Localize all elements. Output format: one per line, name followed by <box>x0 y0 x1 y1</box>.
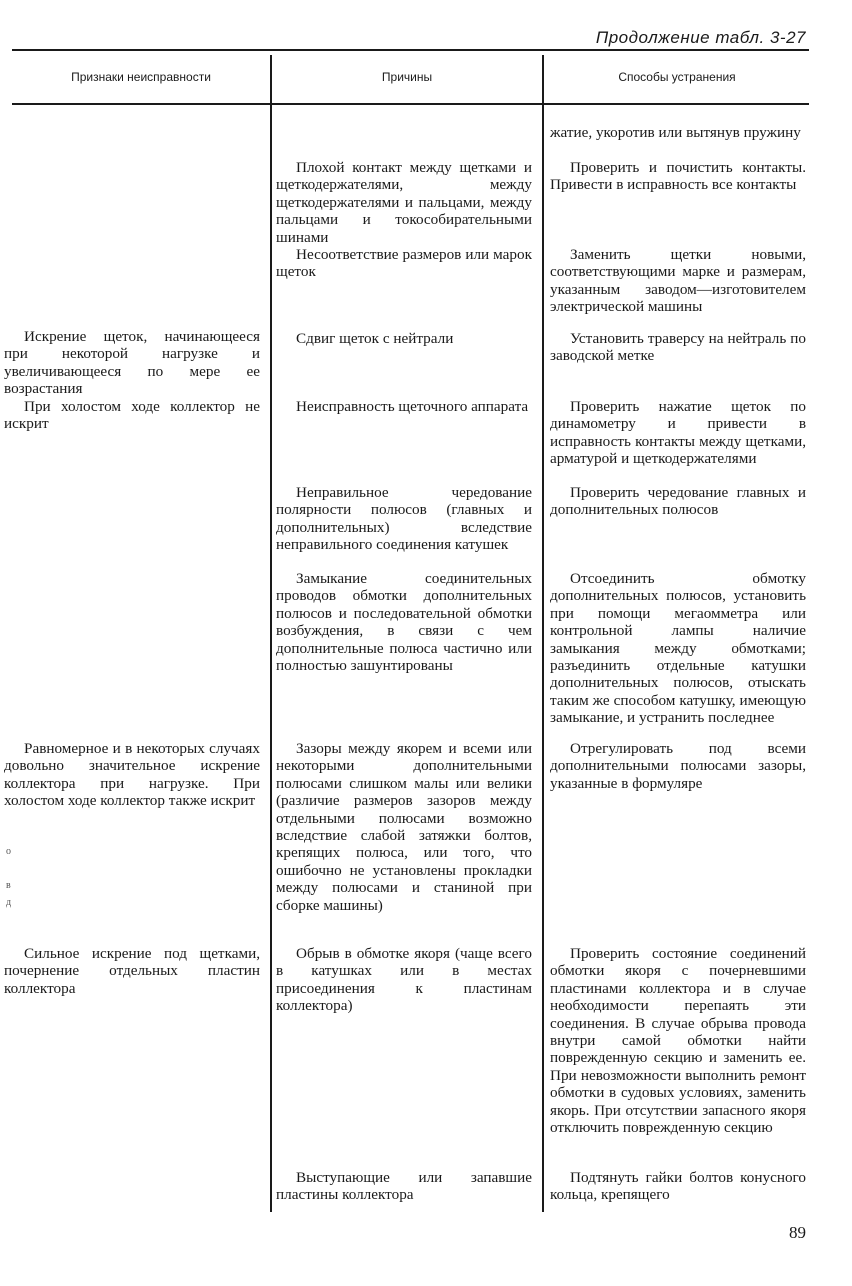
table-caption: Продолжение табл. 3-27 <box>595 28 806 47</box>
header-rule <box>12 103 809 105</box>
remedy-cell: Проверить нажатие щеток по динамометру и привести в исправность контакты между щетками, арматурой и щеткодержателями <box>550 398 806 468</box>
header-remedies: Способы устранения <box>618 70 736 84</box>
margin-mark: в <box>6 880 11 891</box>
margin-mark: о <box>6 846 11 857</box>
cause-cell: Несоответствие размеров или марок щеток <box>276 246 532 281</box>
remedy-cell: Проверить и почистить контакты. Привести в исправность все контакты <box>550 159 806 194</box>
header-causes: Причины <box>381 70 433 84</box>
cause-cell: Неисправность щеточного аппарата <box>296 398 529 415</box>
cause-cell: Замыкание соединительных проводов обмотки дополнительных полюсов и последовательной обмотки возбуждения, в связи с чем дополнительные полюса частично или полностью зашунтированы <box>276 570 532 675</box>
remedy-cell: Подтянуть гайки болтов конусного кольца, крепящего <box>550 1169 806 1204</box>
cause-cell: Плохой контакт между щетками и щеткодержателями, между щеткодержателями и пальцами, между пальцами и токособирательными шинами <box>276 159 532 246</box>
symptom-cell: Равномерное и в некоторых случаях довольно значительное искрение коллектора при нагрузке. При холостом ходе коллектор также искрит <box>4 740 260 810</box>
remedy-cell: Заменить щетки новыми, соответствующими марке и размерам, указанным заводом—изготовителем электрической машины <box>550 246 806 316</box>
symptom-cell: Сильное искрение под щетками, почернение отдельных пластин коллектора <box>4 945 260 997</box>
cause-cell: Зазоры между якорем и всеми или некоторыми дополнительными полюсами слишком малы или велики (различие размеров зазоров между отдельными полюсами возможно вследствие слабой затяжки болтов, крепящих полюса, или того, что ошибочно не установлены прокладки между полюсами и станиной при сборке машины) <box>276 740 532 914</box>
cause-cell: Сдвиг щеток с нейтрали <box>296 330 454 347</box>
cause-cell: Неправильное чередование полярности полюсов (главных и дополнительных) вследствие неправильного соединения катушек <box>276 484 532 554</box>
remedy-cell: Установить траверсу на нейтраль по заводской метке <box>550 330 806 365</box>
symptom-cell: Искрение щеток, начинающееся при некоторой нагрузке и увеличивающееся по мере ее возрастания <box>4 328 260 398</box>
remedy-cell: Отсоединить обмотку дополнительных полюсов, установить при помощи мегаомметра или контрольной лампы наличие замыкания между обмотками; разъединить отдельные катушки дополнительных полюсов, отыскать таким же способом катушку, имеющую замыкание, и устранить последнее <box>550 570 806 727</box>
header-symptoms: Признаки неисправности <box>71 70 211 84</box>
remedy-cell: Проверить чередование главных и дополнительных полюсов <box>550 484 806 519</box>
cause-cell: Выступающие или запавшие пластины коллектора <box>276 1169 532 1204</box>
column-divider-1 <box>270 55 272 1212</box>
remedy-cell: Проверить состояние соединений обмотки якоря с почерневшими пластинами коллектора и в случае необходимости перепаять эти соединения. В случае обрыва провода внутри самой обмотки найти поврежденную секцию и заменить ее. При невозможности выполнить ремонт обмотки в судовых условиях, заменить якорь. При отсутствии запасного якоря отключить поврежденную секцию <box>550 945 806 1137</box>
column-divider-2 <box>542 55 544 1212</box>
remedy-cell: жатие, укоротив или вытянув пружину <box>550 124 801 141</box>
symptom-cell: При холостом ходе коллектор не искрит <box>4 398 260 433</box>
top-rule <box>12 49 809 51</box>
remedy-cell: Отрегулировать под всеми дополнительными полюсами зазоры, указанные в формуляре <box>550 740 806 792</box>
cause-cell: Обрыв в обмотке якоря (чаще всего в катушках или в местах присоединения к пластинам коллектора) <box>276 945 532 1015</box>
margin-mark: д <box>6 897 12 908</box>
page-number: 89 <box>789 1223 806 1242</box>
